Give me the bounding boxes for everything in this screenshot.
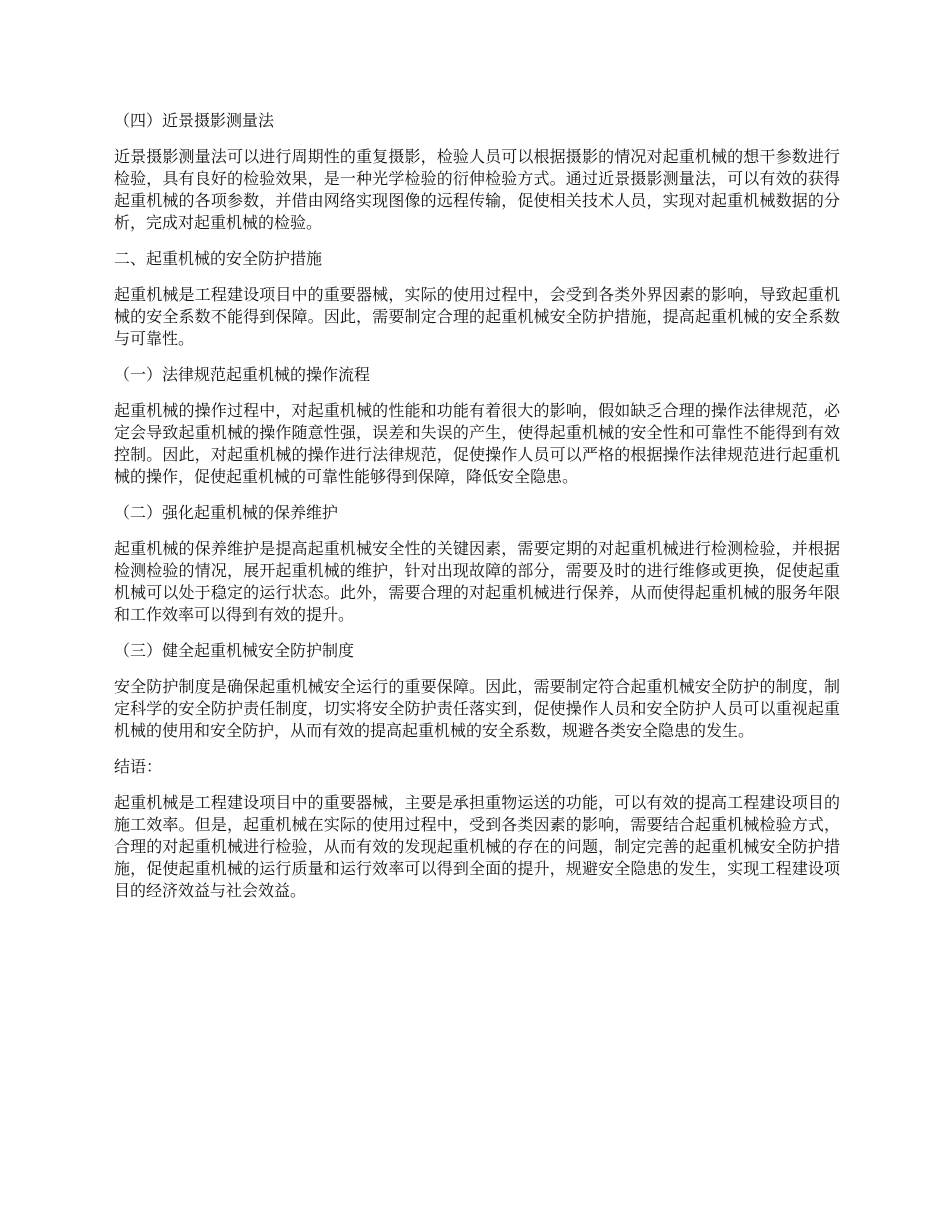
paragraph-legal-operation: 起重机械的操作过程中，对起重机械的性能和功能有着很大的影响，假如缺乏合理的操作法律规范，必定会导致起重机械的操作随意性强，误差和失误的产生，使得起重机械的安全性和可靠性不能得到有效控制。因此，对起重机械的操作进行法律规范，促使操作人员可以严格的根据操作法律规范进行起重机械的操作，促使起重机械的可靠性能够得到保障，降低安全隐患。	[114, 401, 840, 486]
paragraph-conclusion: 起重机械是工程建设项目中的重要器械，主要是承担重物运送的功能，可以有效的提高工程建设项目的施工效率。但是，起重机械在实际的使用过程中，受到各类因素的影响，需要结合起重机械检验方式，合理的对起重机械进行检验，从而有效的发现起重机械的存在的问题，制定完善的起重机械安全防护措施，促使起重机械的运行质量和运行效率可以得到全面的提升，规避安全隐患的发生，实现工程建设项目的经济效益与社会效益。	[114, 793, 840, 900]
section-heading-legal-operation: （一）法律规范起重机械的操作流程	[114, 365, 371, 384]
paragraph-safety-measures-intro: 起重机械是工程建设项目中的重要器械，实际的使用过程中，会受到各类外界因素的影响，导致起重机械的安全系数不能得到保障。因此，需要制定合理的起重机械安全防护措施，提高起重机械的安全系数与可靠性。	[114, 285, 840, 348]
section-heading-safety-system: （三）健全起重机械安全防护制度	[114, 641, 355, 660]
paragraph-close-range-photogrammetry: 近景摄影测量法可以进行周期性的重复摄影，检验人员可以根据摄影的情况对起重机械的想干参数进行检验，具有良好的检验效果，是一种光学检验的衍伸检验方式。通过近景摄影测量法，可以有效的获得起重机械的各项参数，并借由网络实现图像的远程传输，促使相关技术人员，实现对起重机械数据的分析，完成对起重机械的检验。	[114, 147, 840, 232]
section-heading-safety-measures: 二、起重机械的安全防护措施	[114, 249, 323, 268]
section-heading-conclusion: 结语：	[114, 757, 163, 776]
document-page	[114, 110, 840, 916]
paragraph-maintenance: 起重机械的保养维护是提高起重机械安全性的关键因素，需要定期的对起重机械进行检测检验，并根据检测检验的情况，展开起重机械的维护，针对出现故障的部分，需要及时的进行维修或更换，促使起重机械可以处于稳定的运行状态。此外，需要合理的对起重机械进行保养，从而使得起重机械的服务年限和工作效率可以得到有效的提升。	[114, 539, 840, 624]
section-heading-close-range-photogrammetry: （四）近景摄影测量法	[114, 111, 275, 130]
section-heading-maintenance: （二）强化起重机械的保养维护	[114, 503, 339, 522]
paragraph-safety-system: 安全防护制度是确保起重机械安全运行的重要保障。因此，需要制定符合起重机械安全防护的制度，制定科学的安全防护责任制度，切实将安全防护责任落实到，促使操作人员和安全防护人员可以重视起重机械的使用和安全防护，从而有效的提高起重机械的安全系数，规避各类安全隐患的发生。	[114, 677, 840, 740]
